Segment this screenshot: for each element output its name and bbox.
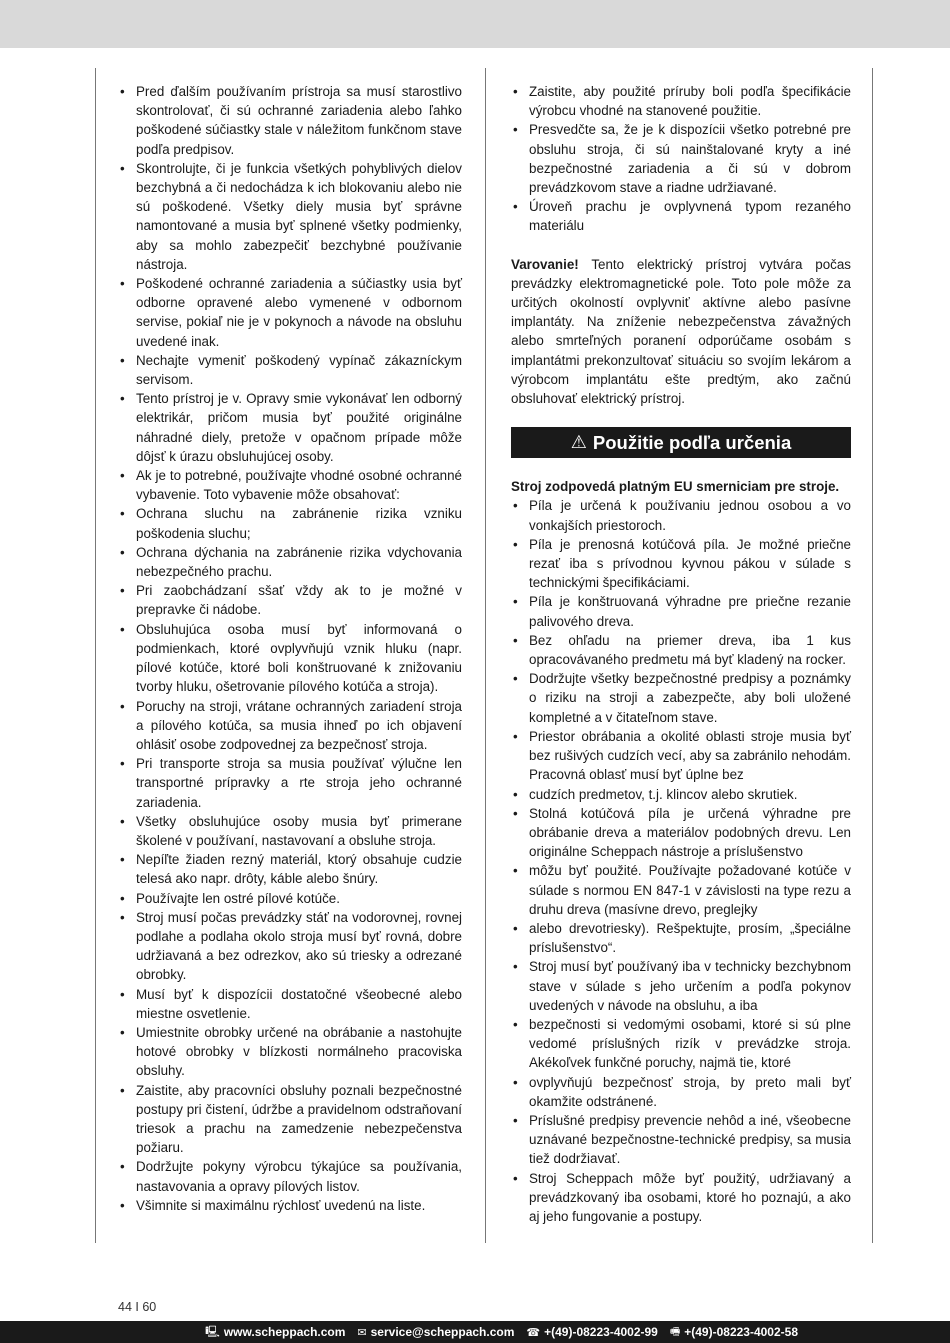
list-item: • Všetky obsluhujúce osoby musia byť primerane školené v používaní, nastavovaní a obsluhe stroja. xyxy=(118,812,462,850)
list-item: • Dodržujte pokyny výrobcu týkajúce sa používania, nastavovania a opravy pílových listov. xyxy=(118,1157,462,1195)
list-item: • Umiestnite obrobky určené na obrábanie a nastohujte hotové obrobky v blízkosti normálneho pracoviska obsluhy. xyxy=(118,1023,462,1081)
list-item: • môžu byť použité. Používajte požadované kotúče v súlade s normou EN 847-1 v závislosti na type rezu a druhu dreva (masívne drevo, preglejky xyxy=(511,861,851,919)
footer-email[interactable] xyxy=(357,1325,514,1339)
list-item: • Píla je prenosná kotúčová píla. Je možné priečne rezať iba s prívodnou kyvnou pákou v súlade s technickými špecifikáciami. xyxy=(511,535,851,593)
list-item: • Zaistite, aby pracovníci obsluhy poznali bezpečnostné postupy pri čistení, údržbe a pravidelnom odstraňovaní triesok a prachu na zamedzenie nebezpečenstva požiaru. xyxy=(118,1081,462,1158)
list-item: • ovplyvňujú bezpečnosť stroja, by preto mali byť okamžite odstránené. xyxy=(511,1073,851,1111)
list-item: • Tento prístroj je v. Opravy smie vykonávať len odborný elektrikár, pričom musia byť použité originálne náhradné diely, pretože v opačnom prípade môže dôjsť k úrazu obsluhujúcej osoby. xyxy=(118,389,462,466)
phone-number: +(49)-08223-4002-99 xyxy=(544,1325,658,1339)
left-margin-rule xyxy=(95,68,96,1243)
list-item: • Dodržujte všetky bezpečnostné predpisy a poznámky o riziku na stroji a zabezpečte, aby boli uložené kompletné a v čitateľnom stave. xyxy=(511,669,851,727)
list-item: • Stroj Scheppach môže byť použitý, udržiavaný a prevádzkovaný iba osobami, ktoré ho poznajú, a ako aj jeho fungovanie a postupy. xyxy=(511,1169,851,1227)
warning-triangle-icon: ⚠ xyxy=(570,432,587,453)
list-item: • Stolná kotúčová píla je určená výhradne pre obrábanie dreva a materiálov podobných drevu. Len originálne Scheppach nástroje a príslušenstvo xyxy=(511,804,851,862)
list-item: • Úroveň prachu je ovplyvnená typom rezaného materiálu xyxy=(511,197,851,235)
list-item: • Stroj musí byť používaný iba v technicky bezchybnom stave v súlade s jeho určením a podľa pokynov uvedených v návode na obsluhu, a iba xyxy=(511,957,851,1015)
page-number: 44 I 60 xyxy=(118,1300,157,1314)
list-item: • Stroj musí počas prevádzky stáť na vodorovnej, rovnej podlahe a podlaha okolo stroja musí byť rovná, dobre udržiavaná a bez odrezkov, ako sú triesky a odrezané obrobky. xyxy=(118,908,462,985)
list-item: • Používajte len ostré pílové kotúče. xyxy=(118,889,462,908)
list-item: • Pri zaobchádzaní sšať vždy ak to je možné v prepravke či nádobe. xyxy=(118,581,462,619)
list-item: • Zaistite, aby použité príruby boli podľa špecifikácie výrobcu vhodné na stanovené použitie. xyxy=(511,82,851,120)
email-link[interactable]: service@scheppach.com xyxy=(370,1325,515,1339)
list-item: • Presvedčte sa, že je k dispozícii všetko potrebné pre obsluhu stroja, či sú nainštalované kryty a iné bezpečnostné zariadenia a či sú v dobrom prevádzkovom stave a riadne udržiavané. xyxy=(511,120,851,197)
section-title: Použitie podľa určenia xyxy=(592,432,792,454)
eu-directive-subheading: Stroj zodpovedá platným EU smerniciam pre stroje. xyxy=(511,479,840,495)
footer-website[interactable] xyxy=(205,1323,345,1342)
safety-bullet-list xyxy=(118,82,462,1215)
fax-number: +(49)-08223-4002-58 xyxy=(684,1325,798,1339)
list-item: • cudzích predmetov, t.j. klincov alebo skrutiek. xyxy=(511,785,851,804)
list-item: • Skontrolujte, či je funkcia všetkých pohyblivých dielov bezchybná a či nedochádza k ich blokovaniu alebo nie sú poškodené. Všetky diely musia byť správne namontované a musia byť splnené všetky podmienky, aby sa mohlo zabezpečiť bezchybné používanie nástroja. xyxy=(118,159,462,274)
footer-phone xyxy=(526,1325,657,1339)
warning-label: Varovanie! xyxy=(511,256,579,272)
envelope-icon: ✉ xyxy=(357,1326,367,1339)
list-item: • Príslušné predpisy prevencie nehôd a iné, všeobecne uznávané bezpečnostne-technické predpisy, sa musia tiež dodržiavať. xyxy=(511,1111,851,1169)
list-item: • Ak je to potrebné, používajte vhodné osobné ochranné vybavenie. Toto vybavenie môže obsahovať: xyxy=(118,466,462,504)
footer-fax xyxy=(670,1323,798,1342)
list-item: • Všimnite si maximálnu rýchlosť uvedenú na liste. xyxy=(118,1196,462,1215)
list-item: • Pred ďalším používaním prístroja sa musí starostlivo skontrolovať, či sú ochranné zariadenia alebo ľahko poškodené súčiastky stale v náležitom funkčnom stave podľa predpisov. xyxy=(118,82,462,159)
column-divider-rule xyxy=(485,68,486,1243)
top-header-bar xyxy=(0,0,950,48)
phone-icon: ☎ xyxy=(526,1326,541,1339)
list-item: • Obsluhujúca osoba musí byť informovaná o podmienkach, ktoré ovplyvňujú vznik hluku (napr. pílové kotúče, ktoré boli konštruované k znižovaniu tvorby hluku, ošetrovanie pílového kotúča a stroja). xyxy=(118,620,462,697)
warning-text: Tento elektrický prístroj vytvára počas prevádzky elektromagnetické pole. Toto pole môže za určitých okolností ovplyvniť aktívne alebo pasívne implantáty. Na zníženie nebezpečenstva závažných alebo smrteľných poranení odporúčame osobám s implantátmi prekonzultovať situáciu so svojím lekárom a výrobcom implantátu ešte predtým, ako začnú obsluhovať elektrický prístroj. xyxy=(511,256,851,407)
list-item: • Poškodené ochranné zariadenia a súčiastky usia byť odborne opravené alebo vymenené v odbornom servise, pokiaľ nie je v pokynoch a návode na obsluhu uvedené inak. xyxy=(118,274,462,351)
right-margin-rule xyxy=(872,68,873,1243)
right-column xyxy=(511,82,851,1226)
fax-icon: 🖷 xyxy=(669,1325,681,1338)
list-item: • bezpečnosti si vedomými osobami, ktoré si sú plne vedomé príslušných rizík v prevádzke stroja. Akékoľvek funkčné poruchy, najmä tie, ktoré xyxy=(511,1015,851,1073)
computer-icon: 🖳 xyxy=(205,1325,220,1338)
list-item: • alebo drevotriesky). Rešpektujte, prosím, „špeciálne príslušenstvo“. xyxy=(511,919,851,957)
emf-warning-paragraph xyxy=(511,255,851,409)
section-heading-intended-use xyxy=(511,427,851,458)
list-item: • Pri transporte stroja sa musia používať výlučne len transportné prípravky a rte stroja jeho ochranné zariadenia. xyxy=(118,754,462,812)
left-column xyxy=(118,82,462,1215)
safety-bullet-list-continued xyxy=(511,82,851,236)
list-item: • Priestor obrábania a okolité oblasti stroje musia byť bez rušivých cudzích vecí, aby sa zabránilo nehodám. Pracovná oblasť musí byť úplne bez xyxy=(511,727,851,785)
list-item: • Píla je konštruovaná výhradne pre priečne rezanie palivového dreva. xyxy=(511,592,851,630)
list-item: • Poruchy na stroji, vrátane ochranných zariadení stroja a pílového kotúča, sa musia ihneď po ich objavení ohlásiť osobe zodpovednej za bezpečnosť stroja. xyxy=(118,697,462,755)
list-item: • Bez ohľadu na priemer dreva, iba 1 kus opracovávaného predmetu má byť kladený na rocker. xyxy=(511,631,851,669)
list-item: • Musí byť k dispozícii dostatočné všeobecné alebo miestne osvetlenie. xyxy=(118,985,462,1023)
list-item: • Píla je určená k používaniu jednou osobou a vo vonkajších priestoroch. xyxy=(511,496,851,534)
list-item: • Nechajte vymeniť poškodený vypínač zákazníckym servisom. xyxy=(118,351,462,389)
list-item: • Ochrana dýchania na zabránenie rizika vdychovania nebezpečného prachu. xyxy=(118,543,462,581)
intended-use-bullet-list xyxy=(511,496,851,1226)
list-item: • Nepíľte žiaden rezný materiál, ktorý obsahuje cudzie telesá ako napr. drôty, káble alebo šnúry. xyxy=(118,850,462,888)
list-item: • Ochrana sluchu na zabránenie rizika vzniku poškodenia sluchu; xyxy=(118,504,462,542)
contact-footer-bar xyxy=(0,1321,950,1343)
website-link[interactable]: www.scheppach.com xyxy=(223,1325,346,1339)
